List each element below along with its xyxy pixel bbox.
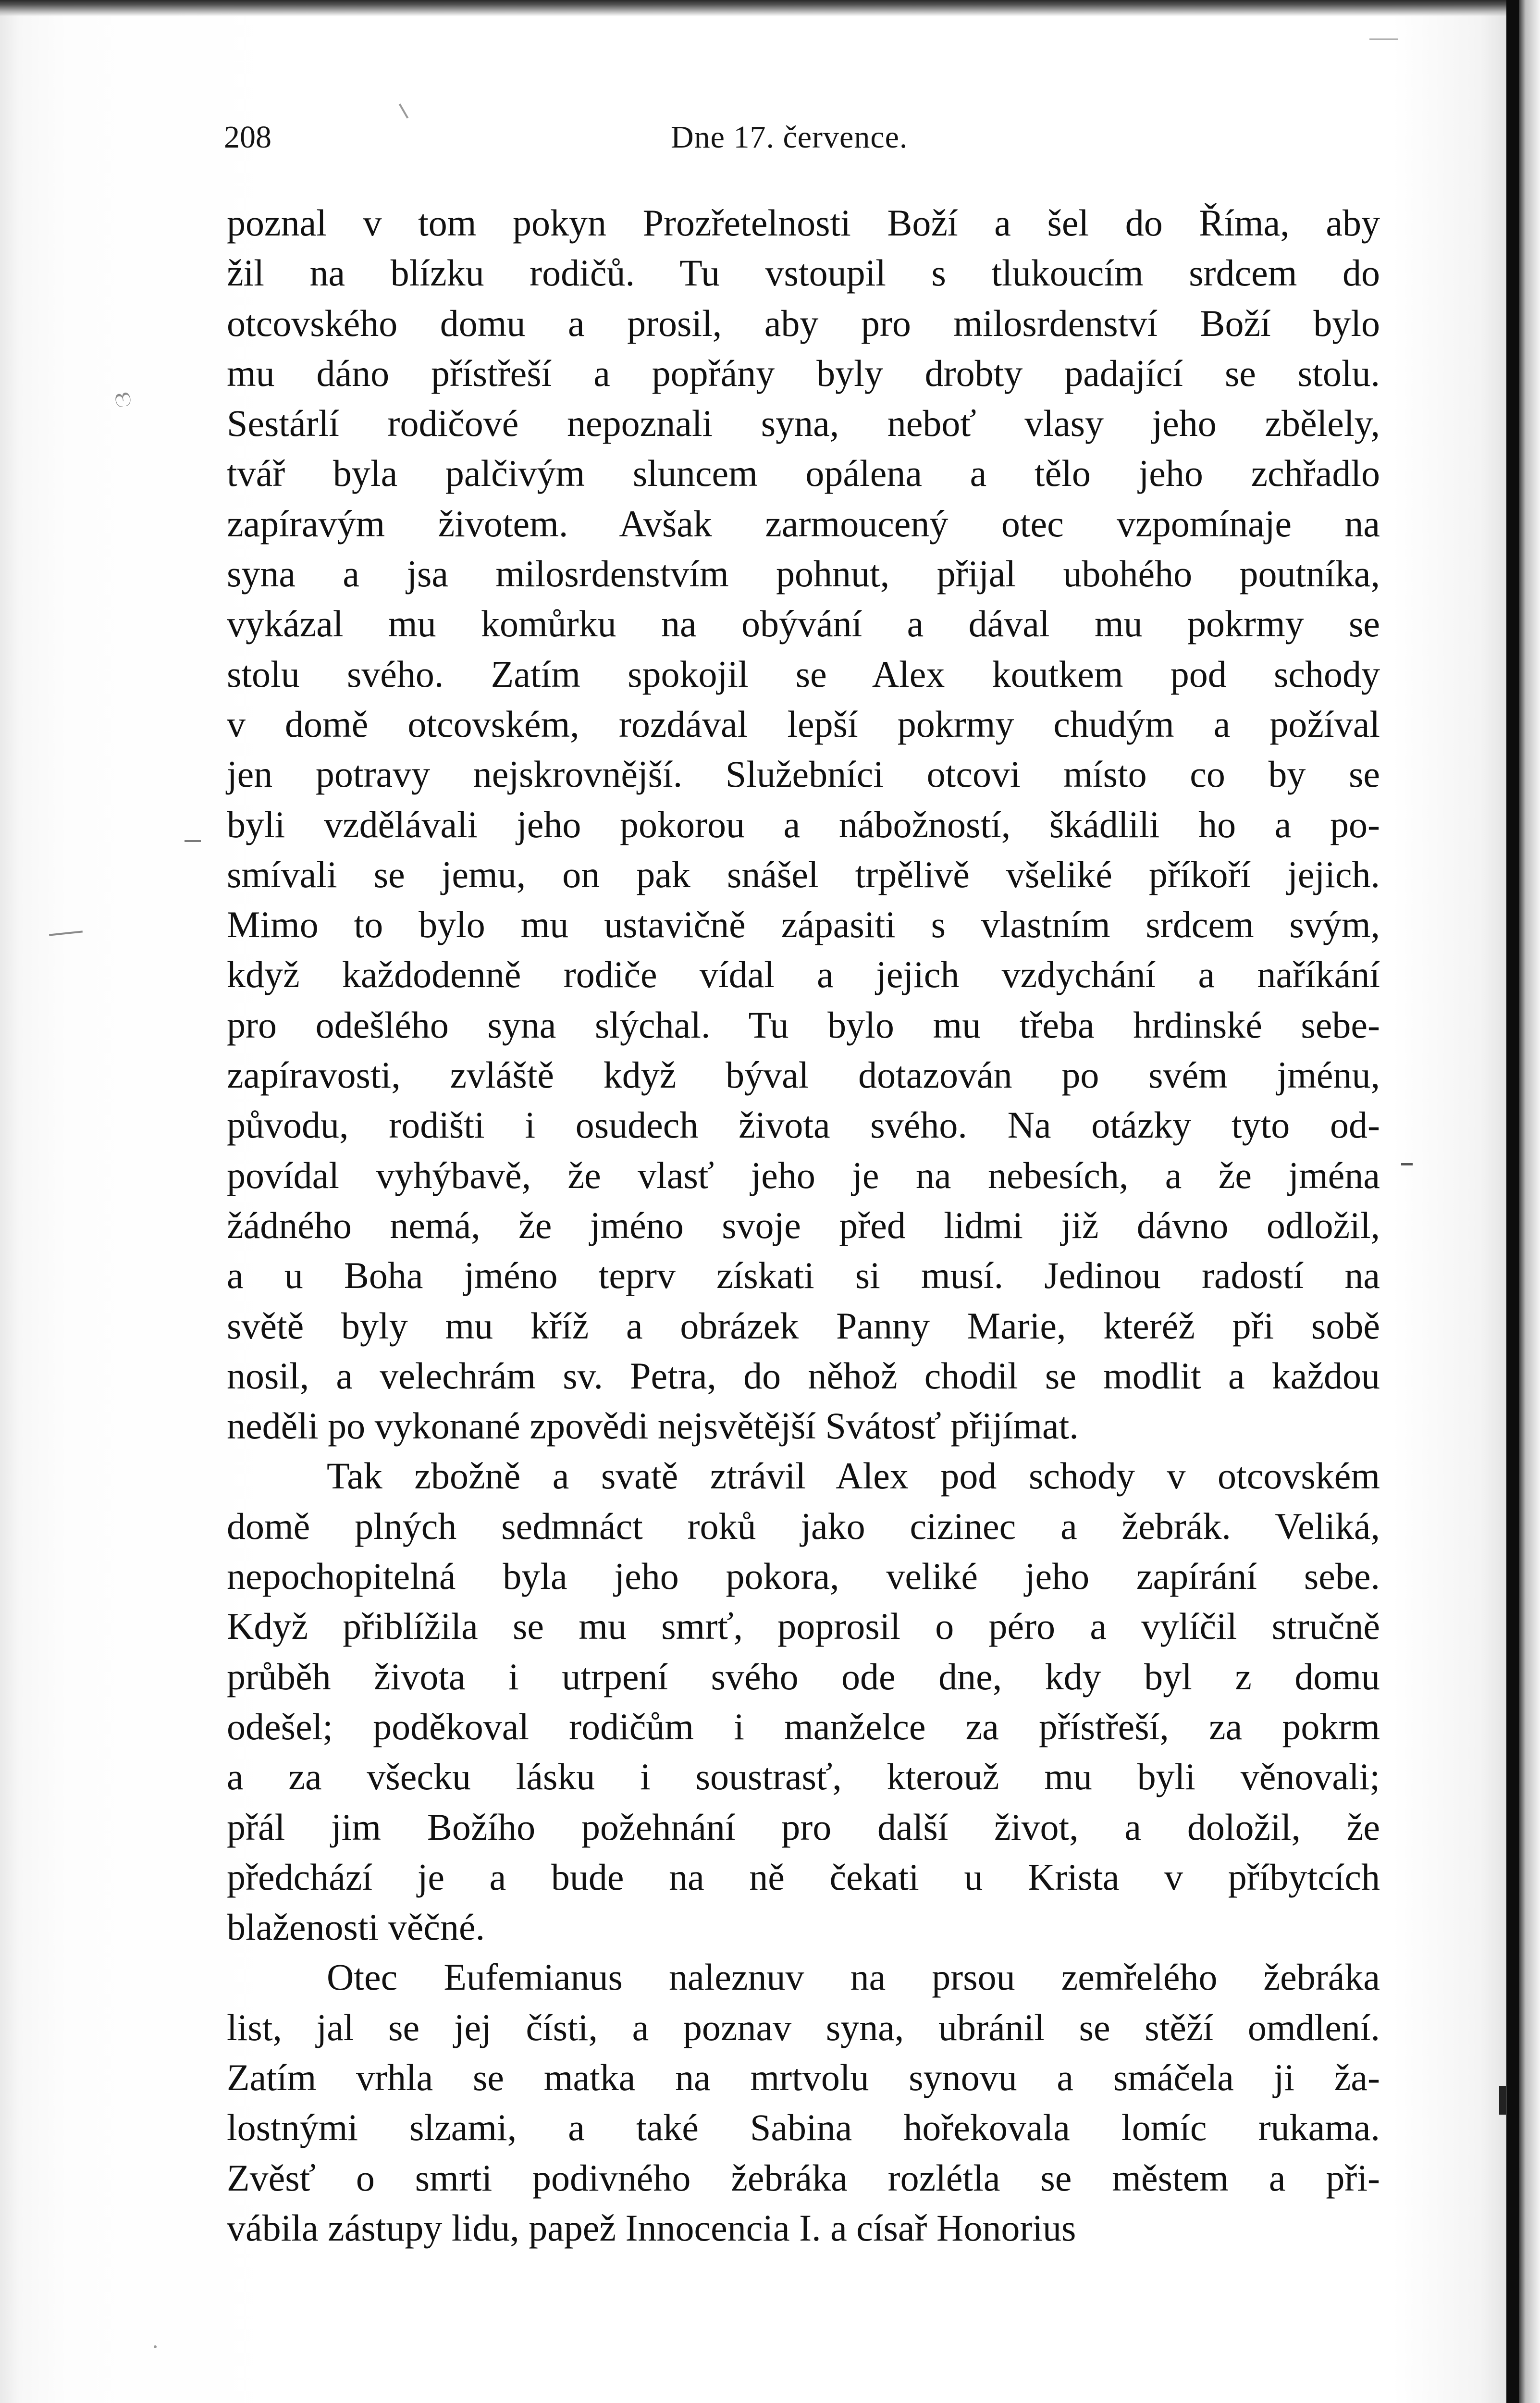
text-line: nepochopitelná byla jeho pokora, veliké jeho zapírání sebe. [227, 1555, 1380, 1598]
margin-dash-mark [1401, 1163, 1413, 1165]
text-line: mu dáno přístřeší a popřány byly drobty padající se stolu. [227, 352, 1380, 394]
text-line: průběh života i utrpení svého ode dne, kdy byl z domu [227, 1655, 1380, 1697]
text-line: jen potravy nejskrovnější. Služebníci otcovi místo co by se [227, 753, 1380, 795]
text-line: vábila zástupy lidu, papež Innocencia I. a císař Honorius [227, 2206, 1076, 2249]
text-line: vykázal mu komůrku na obývání a dával mu pokrmy se [227, 603, 1380, 645]
page-number: 208 [224, 120, 271, 155]
margin-tick-mark [1369, 38, 1398, 40]
text-line: nosil, a velechrám sv. Petra, do něhož chodil se modlit a každou [227, 1354, 1380, 1397]
paragraph [227, 198, 1380, 1451]
text-line: poznal v tom pokyn Prozřetelnosti Boží a šel do Říma, aby [227, 202, 1380, 244]
text-line: odešel; poděkoval rodičům i manželce za přístřeší, za pokrm [227, 1705, 1380, 1747]
margin-pencil-mark: ෆ [111, 383, 134, 414]
text-line: Tak zbožně a svatě ztrávil Alex pod schody v otcovském [327, 1455, 1380, 1497]
text-line: Zvěsť o smrti podivného žebráka rozlétla se městem a při- [227, 2156, 1380, 2199]
body-text [227, 198, 1380, 2253]
scan-spine-shadow [1506, 0, 1519, 2403]
text-line: stolu svého. Zatím spokojil se Alex koutkem pod schody [227, 653, 1380, 695]
scan-spine-edge [1519, 0, 1540, 2403]
text-line: domě plných sedmnáct roků jako cizinec a žebrák. Veliká, [227, 1505, 1380, 1547]
text-line: světě byly mu kříž a obrázek Panny Marie, kteréž při sobě [227, 1304, 1380, 1347]
text-line: žil na blízku rodičů. Tu vstoupil s tlukoucím srdcem do [227, 252, 1380, 294]
scan-top-edge [0, 0, 1540, 16]
text-line: předchází je a bude na ně čekati u Krista v příbytcích [227, 1856, 1380, 1898]
margin-dot-mark [154, 2345, 157, 2348]
text-line: byli vzdělávali jeho pokorou a nábožností, škádlili ho a po- [227, 803, 1380, 845]
text-line: přál jim Božího požehnání pro další život, a doložil, že [227, 1806, 1380, 1848]
text-line: syna a jsa milosrdenstvím pohnut, přijal ubohého poutníka, [227, 553, 1380, 595]
text-line: původu, rodišti i osudech života svého. Na otázky tyto od- [227, 1104, 1380, 1146]
text-line: Otec Eufemianus naleznuv na prsou zemřelého žebráka [327, 1956, 1380, 1998]
running-title: Dne 17. července. [671, 120, 908, 155]
text-line: Sestárlí rodičové nepoznali syna, neboť vlasy jeho zbělely, [227, 402, 1380, 445]
text-line: tvář byla palčivým sluncem opálena a tělo jeho zchřadlo [227, 452, 1380, 495]
margin-dash-mark [185, 840, 201, 842]
text-line: Když přiblížila se mu smrť, poprosil o péro a vylíčil stručně [227, 1605, 1380, 1647]
paragraph [227, 1451, 1380, 1952]
text-line: neděli po vykonané zpovědi nejsvětější Svátosť přijímat. [227, 1405, 1079, 1447]
text-line: a u Boha jméno teprv získati si musí. Jedinou radostí na [227, 1254, 1380, 1297]
text-line: když každodenně rodiče vídal a jejich vzdychání a naříkání [227, 954, 1380, 996]
text-line: a za všecku lásku i soustrasť, kterouž mu byli věnovali; [227, 1756, 1380, 1798]
text-line: Zatím vrhla se matka na mrtvolu synovu a smáčela ji ža- [227, 2056, 1380, 2098]
text-line: otcovského domu a prosil, aby pro milosrdenství Boží bylo [227, 302, 1380, 344]
text-line: povídal vyhýbavě, že vlasť jeho je na nebesích, a že jména [227, 1154, 1380, 1196]
text-line: blaženosti věčné. [227, 1906, 485, 1948]
margin-dash-mark [49, 930, 83, 936]
text-line: pro odešlého syna slýchal. Tu bylo mu třeba hrdinské sebe- [227, 1003, 1380, 1046]
running-head [0, 113, 1540, 161]
margin-ink-mark [1499, 2086, 1506, 2115]
text-line: v domě otcovském, rozdával lepší pokrmy chudým a požíval [227, 703, 1380, 745]
text-line: list, jal se jej čísti, a poznav syna, ubránil se stěží omdlení. [227, 2006, 1380, 2048]
text-line: zapíravosti, zvláště když býval dotazován po svém jménu, [227, 1054, 1380, 1096]
paragraph [227, 1952, 1380, 2253]
text-line: smívali se jemu, on pak snášel trpělivě všeliké příkoří jejich. [227, 853, 1380, 895]
text-line: žádného nemá, že jméno svoje před lidmi již dávno odložil, [227, 1204, 1380, 1246]
text-line: lostnými slzami, a také Sabina hořekovala lomíc rukama. [227, 2106, 1380, 2149]
text-line: Mimo to bylo mu ustavičně zápasiti s vlastním srdcem svým, [227, 904, 1380, 946]
text-line: zapíravým životem. Avšak zarmoucený otec vzpomínaje na [227, 502, 1380, 545]
